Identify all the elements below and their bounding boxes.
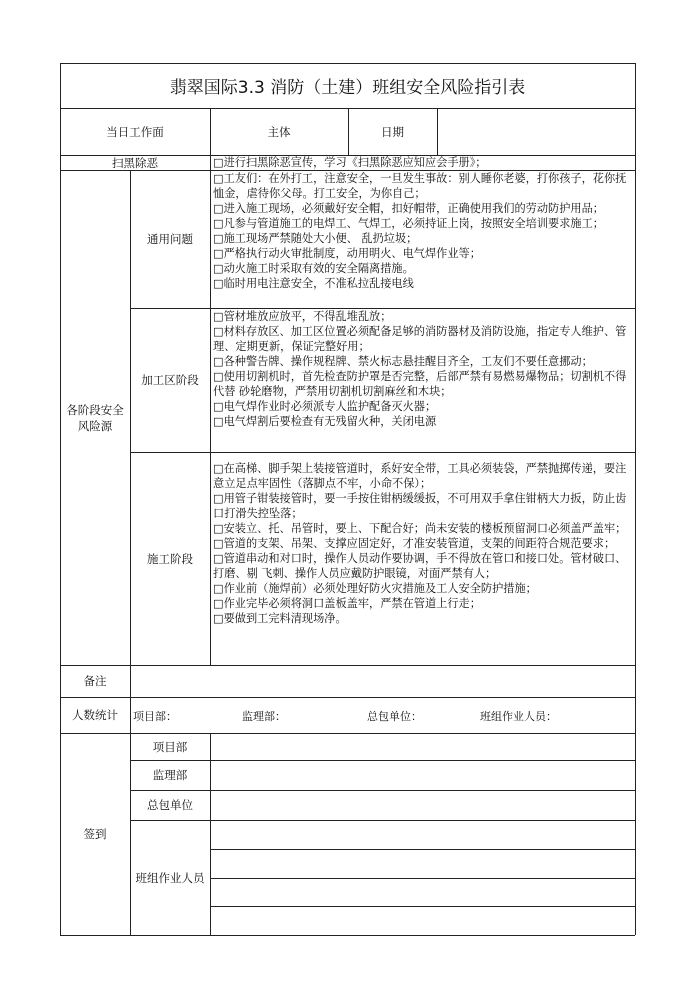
date-field[interactable] [438, 109, 634, 154]
list-item: □施工现场严禁随处大小便、 乱扔垃圾； [213, 232, 418, 245]
signin-field[interactable] [211, 821, 634, 934]
list-item: □工友们：在外打工，注意安全，一旦发生事故：别人睡你老婆，打你孩子，花你抚恤金，虐待你父母。打工安全，为你自己； [213, 172, 627, 200]
stage-items-processing [213, 309, 633, 429]
list-item: □各种警告牌、操作规程牌、禁火标志悬挂醒目齐全，工友们不要任意挪动； [213, 355, 593, 368]
list-item: □作业完毕必须将洞口盖板盖牢，严禁在管道上行走； [213, 597, 481, 610]
divider [60, 935, 635, 936]
work-face-label: 当日工作面 [106, 124, 164, 139]
headcount-supervision-dept[interactable]: 监理部： [242, 710, 286, 723]
page-title: 翡翠国际3.3 消防（土建）班组安全风险指引表 [169, 78, 526, 98]
divider [60, 697, 635, 698]
list-item: □管道的支架、吊架、支撑应固定好，才准安装管道，支架的间距符合规范要求； [213, 537, 616, 550]
list-item: □电气焊作业时必须派专人监护配备灭火器； [213, 400, 437, 413]
risk-source-label: 各阶段安全风险源 [66, 402, 124, 433]
list-item: □要做到工完料清现场净。 [213, 612, 347, 625]
signin-row-label: 班组作业人员 [135, 870, 205, 885]
stage-label-construction: 施工阶段 [147, 551, 193, 566]
date-label: 日期 [381, 124, 404, 139]
signin-field[interactable] [211, 734, 634, 759]
signin-row-label: 项目部 [152, 739, 188, 754]
headcount-project-dept[interactable]: 项目部： [133, 710, 177, 723]
list-item: □动火施工时采取有效的安全隔离措施。 [213, 262, 414, 275]
list-item: □作业前（施焊前）必须处理好防火灾措施及工人安全防护措施； [213, 582, 537, 595]
list-item: □凡参与管道施工的电焊工、气焊工，必须持证上岗，按照安全培训要求施工； [213, 217, 604, 230]
signin-row-label: 监理部 [152, 768, 188, 782]
stage-items-general [213, 171, 633, 291]
anti-crime-text: □进行扫黑除恶宣传，学习《扫黑除恶应知应会手册》； [213, 156, 487, 169]
list-item: □在高梯、脚手架上装接管道时，系好安全带，工具必须装袋，严禁抛掷传递，要注意立足点牢固性（落脚点不牢，小命不保）； [213, 462, 627, 490]
headcount-label: 人数统计 [72, 708, 118, 722]
list-item: □进入施工现场，必须戴好安全帽，扣好帽带，正确使用我们的劳动防护用品； [213, 202, 604, 215]
list-item: □电气焊割后要检查有无残留火种，关闭电源 [213, 415, 437, 428]
signin-field[interactable] [211, 791, 634, 819]
divider [210, 170, 211, 665]
list-item: □安装立、托、吊管时，要上、下配合好；尚未安装的楼板预留洞口必须盖严盖牢； [213, 522, 627, 535]
divider [635, 63, 636, 935]
remarks-label: 备注 [83, 674, 107, 688]
list-item: □严格执行动火审批制度，动用明火、电气焊作业等； [213, 247, 481, 260]
list-item: □使用切割机时，首先检查防护罩是否完整，后部严禁有易燃易爆物品；切割机不得代替 砂轮磨物，严禁用切割机切割麻丝和木块； [213, 370, 627, 398]
list-item: □材料存放区、加工区位置必须配备足够的消防器材及消防设施，指定专人维护、管理、定期更新，保证完整好用； [213, 325, 627, 353]
headcount-team-workers[interactable]: 班组作业人员： [480, 710, 557, 723]
list-item: □管道串动和对口时，操作人员动作要协调，手不得放在管口和接口处。管材破口、打磨、剔 飞刺、操作人员应戴防护眼镜，对面严禁有人； [213, 552, 627, 580]
stage-label-processing: 加工区阶段 [141, 373, 199, 387]
signin-label: 签到 [83, 827, 107, 841]
signin-field[interactable] [211, 761, 634, 789]
list-item: □临时用电注意安全，不准私拉乱接电线 [213, 277, 414, 290]
headcount-general-contractor[interactable]: 总包单位： [367, 710, 422, 723]
list-item: □用管子钳装接管时，要一手按住钳柄缓缓扳，不可用双手拿住钳柄大力扳，防止齿口打滑失控坠落； [213, 492, 627, 520]
divider [60, 63, 635, 64]
stage-items-construction [213, 461, 633, 626]
list-item: □管材堆放应放平，不得乱堆乱放； [213, 310, 392, 323]
subject-label: 主体 [267, 124, 291, 139]
signin-row-label: 总包单位 [147, 798, 193, 812]
remarks-field[interactable] [131, 666, 634, 696]
stage-label-general: 通用问题 [147, 232, 193, 246]
anti-crime-label: 扫黑除恶 [112, 155, 158, 170]
